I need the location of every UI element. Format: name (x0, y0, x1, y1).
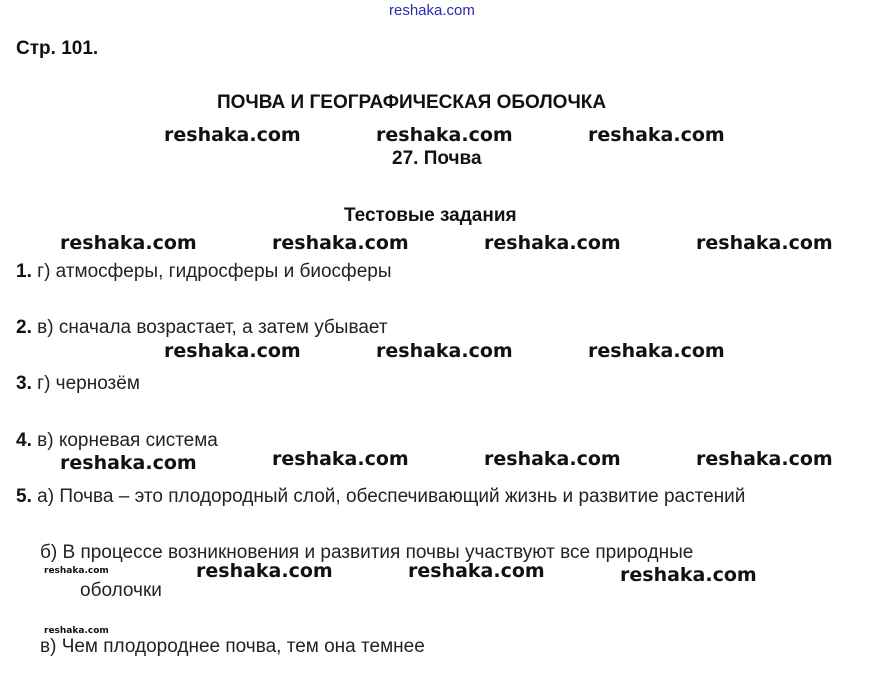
watermark-text: reshaka.com (164, 124, 301, 146)
watermark-text: reshaka.com (696, 448, 833, 470)
answer-number: 3. (16, 373, 32, 394)
answer-5c: в) Чем плодороднее почва, тем она темнее (40, 636, 425, 657)
answer-text: в) сначала возрастает, а затем убывает (37, 317, 388, 338)
watermark-text: reshaka.com (272, 232, 409, 254)
watermark-text: reshaka.com (60, 452, 197, 474)
answer-item (16, 261, 391, 283)
page-reference: Стр. 101. (16, 38, 99, 59)
watermark-text: reshaka.com (408, 560, 545, 582)
watermark-text: reshaka.com (60, 232, 197, 254)
watermark-text: reshaka.com (376, 124, 513, 146)
watermark-text: reshaka.com (620, 564, 757, 586)
watermark-small: reshaka.com (44, 566, 109, 576)
answer-5b-line1: б) В процессе возникновения и развития почвы участвуют все природные (40, 542, 694, 563)
answer-item (16, 317, 388, 339)
watermark-text: reshaka.com (164, 340, 301, 362)
watermark-text: reshaka.com (196, 560, 333, 582)
answer-number: 5. (16, 486, 32, 507)
answer-item (16, 373, 140, 395)
answer-number: 2. (16, 317, 32, 338)
answer-text: г) чернозём (37, 373, 140, 394)
answer-text: г) атмосферы, гидросферы и биосферы (37, 261, 392, 282)
answer-item (16, 430, 218, 452)
watermark-text: reshaka.com (588, 124, 725, 146)
watermark-small: reshaka.com (44, 626, 109, 636)
answer-item (16, 486, 745, 508)
watermark-text: reshaka.com (484, 232, 621, 254)
watermark-text: reshaka.com (588, 340, 725, 362)
top-watermark: reshaka.com (389, 2, 475, 19)
tasks-title: Тестовые задания (344, 205, 517, 226)
answer-5b-line2: оболочки (80, 580, 162, 601)
watermark-text: reshaka.com (272, 448, 409, 470)
topic-title: 27. Почва (392, 148, 482, 169)
section-title: ПОЧВА И ГЕОГРАФИЧЕСКАЯ ОБОЛОЧКА (217, 92, 607, 113)
answer-text: в) корневая система (37, 430, 218, 451)
watermark-text: reshaka.com (696, 232, 833, 254)
answer-number: 4. (16, 430, 32, 451)
watermark-text: reshaka.com (376, 340, 513, 362)
answer-number: 1. (16, 261, 32, 282)
watermark-text: reshaka.com (484, 448, 621, 470)
answer-text: а) Почва – это плодородный слой, обеспечивающий жизнь и развитие растений (37, 486, 746, 507)
